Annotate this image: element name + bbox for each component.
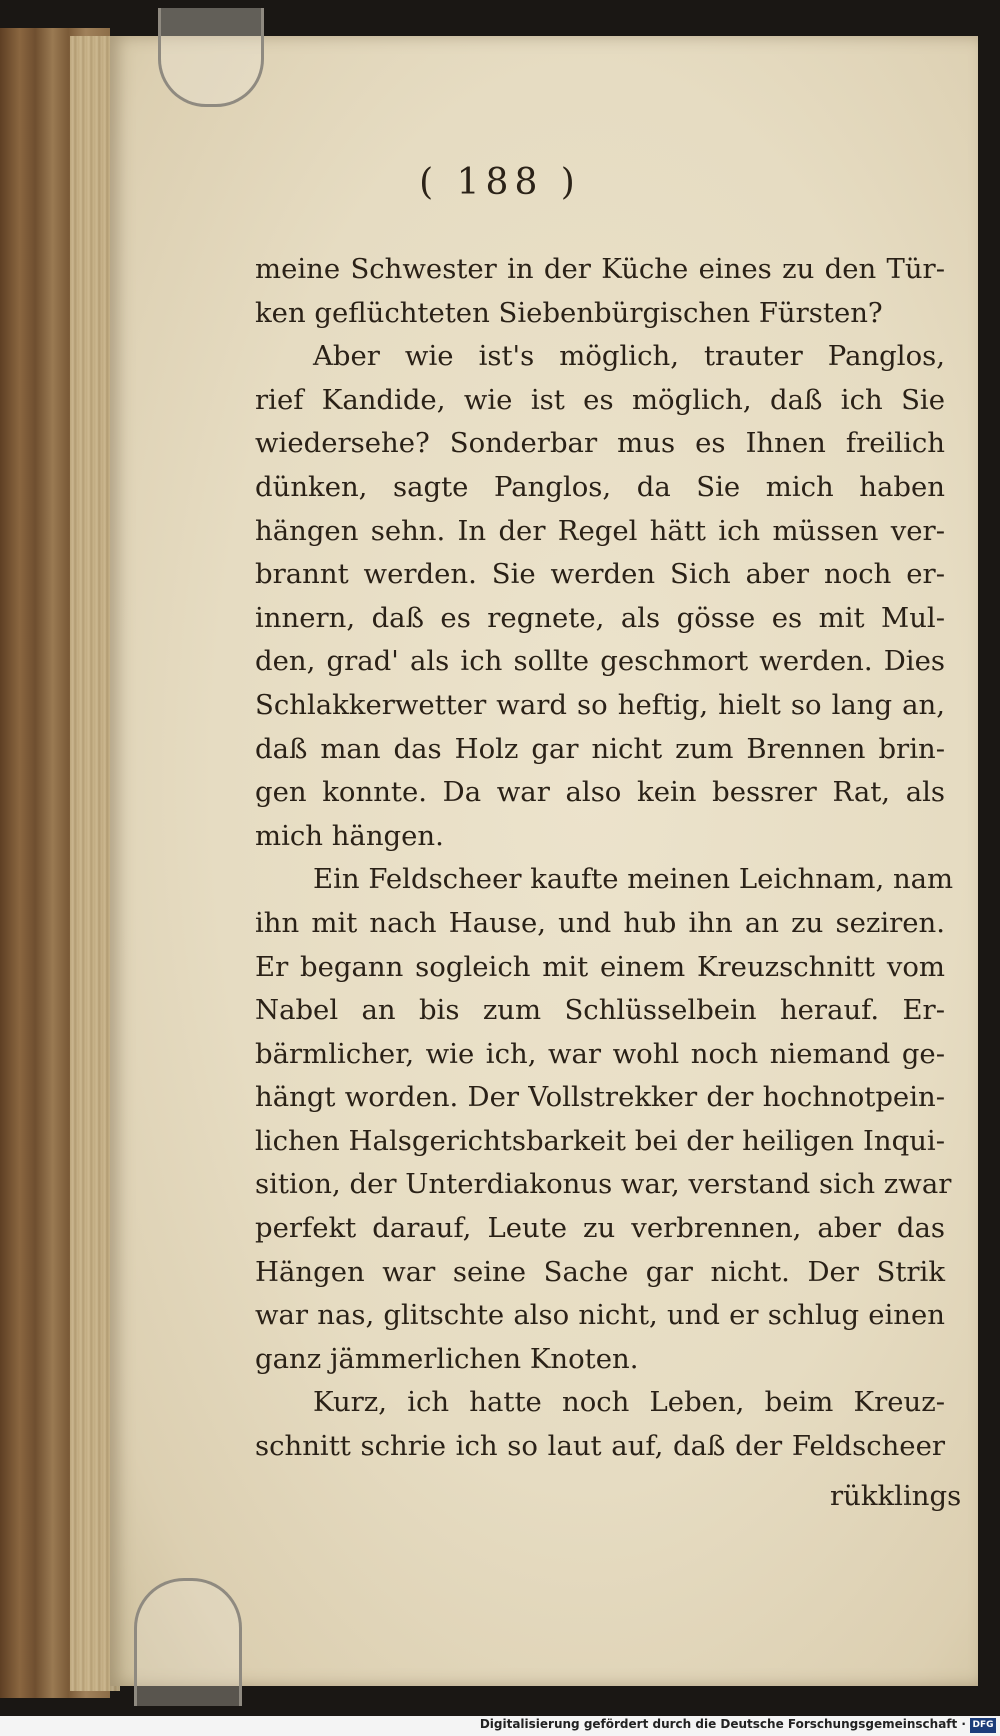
text-line: Kurz, ich hatte noch Leben, beim Kreuz- xyxy=(313,1386,945,1419)
page-number: ( 188 ) xyxy=(419,162,581,203)
text-line: Schlakkerwetter ward so heftig, hielt so lang an, xyxy=(255,688,945,721)
text-line: sition, der Unterdiakonus war, verstand sich zwar xyxy=(255,1168,952,1201)
text-line: bärmlicher, wie ich, war wohl noch niemand ge- xyxy=(255,1037,945,1070)
text-line: mich hängen. xyxy=(255,819,444,852)
text-line: Er begann sogleich mit einem Kreuzschnitt vom xyxy=(255,950,945,983)
text-line: Nabel an bis zum Schlüsselbein herauf. Er- xyxy=(255,994,945,1027)
text-line: rief Kandide, wie ist es möglich, daß ich Sie xyxy=(255,383,945,416)
text-line: meine Schwester in der Küche eines zu den Tür- xyxy=(255,253,945,285)
text-line: lichen Halsgerichtsbarkeit bei der heiligen Inqui- xyxy=(255,1124,945,1157)
text-line: schnitt schrie ich so laut auf, daß der Feldscheer xyxy=(255,1430,945,1463)
text-line: ihn mit nach Hause, und hub ihn an zu seziren. xyxy=(255,906,945,939)
text-line: ken geflüchteten Siebenbürgischen Fürsten? xyxy=(255,296,883,329)
text-line: den, grad' als ich sollte geschmort werden. Dies xyxy=(255,645,945,678)
text-line: innern, daß es regnete, als gösse es mit Mul- xyxy=(255,601,945,634)
text-line: daß man das Holz gar nicht zum Brennen brin- xyxy=(255,732,945,765)
text-line: Ein Feldscheer kaufte meinen Leichnam, nam xyxy=(313,863,954,896)
footer-bar xyxy=(0,1716,1000,1736)
footer-credit: Digitalisierung gefördert durch die Deutsche Forschungsgemeinschaft · xyxy=(479,1717,966,1731)
text-line: Hängen war seine Sache gar nicht. Der Strik xyxy=(255,1255,945,1288)
text-line: war nas, glitschte also nicht, und er schlug einen xyxy=(255,1299,945,1332)
page-clip-bottom xyxy=(134,1578,242,1706)
text-line: perfekt darauf, Leute zu verbrennen, aber das xyxy=(255,1212,945,1245)
dfg-logo-icon: DFG xyxy=(970,1718,996,1733)
text-line: dünken, sagte Panglos, da Sie mich haben xyxy=(255,470,945,503)
text-line: hängen sehn. In der Regel hätt ich müssen ver- xyxy=(255,514,945,547)
text-line: brannt werden. Sie werden Sich aber noch er- xyxy=(255,558,945,591)
text-line: hängt worden. Der Vollstrekker der hochnotpein- xyxy=(255,1081,945,1114)
body-text xyxy=(255,248,954,1469)
text-line: Aber wie ist's möglich, trauter Panglos, xyxy=(313,340,945,373)
text-line: ganz jämmerlichen Knoten. xyxy=(255,1342,639,1375)
text-line: wiedersehe? Sonderbar mus es Ihnen freilich xyxy=(255,427,945,460)
catchword: rükklings xyxy=(830,1480,962,1512)
text-line: gen konnte. Da war also kein bessrer Rat, als xyxy=(255,776,945,809)
page-clip-top xyxy=(158,8,264,107)
